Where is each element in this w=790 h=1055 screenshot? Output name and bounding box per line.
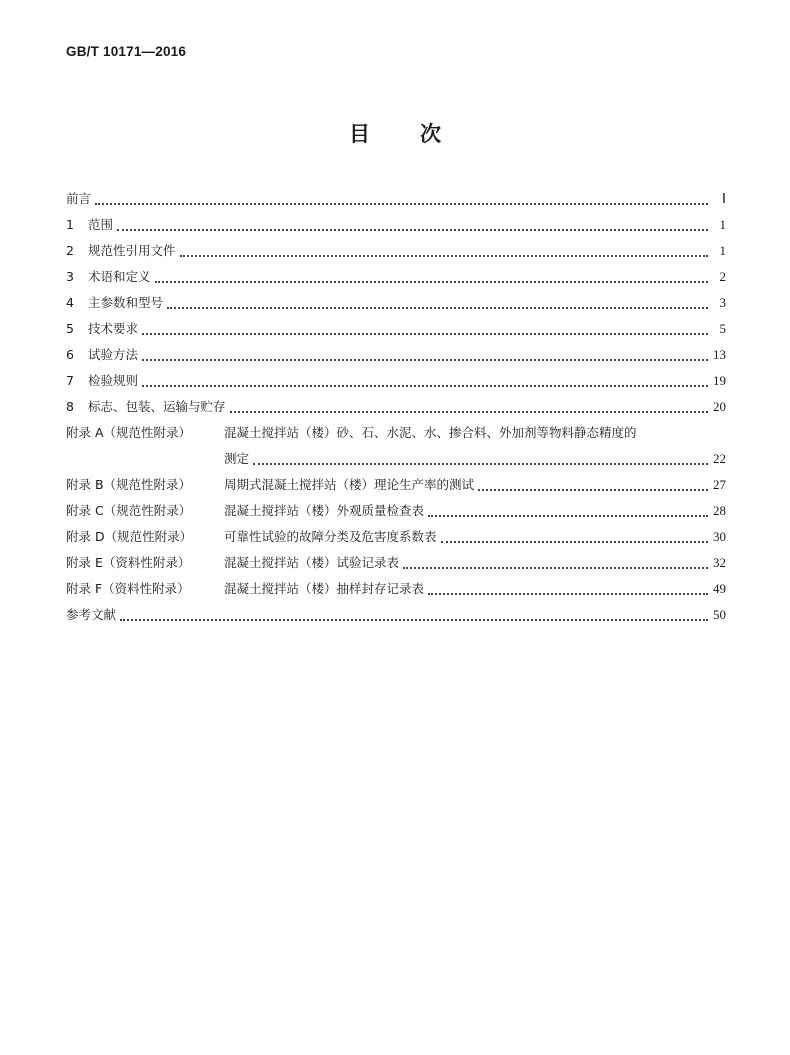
- toc-page-number: 32: [713, 555, 726, 570]
- toc-entry-number: 3: [66, 269, 74, 284]
- toc-page-number: 1: [719, 217, 726, 232]
- dot-leader: [428, 501, 708, 517]
- dot-leader: [403, 553, 708, 569]
- toc-entry-label: 范围: [88, 217, 114, 232]
- document-code: GB/T 10171—2016: [66, 44, 187, 59]
- toc-entry-label-continuation: 测定: [224, 451, 250, 466]
- toc-entry-label: 混凝土搅拌站（楼）外观质量检查表: [224, 503, 425, 518]
- toc-entry-label: 混凝土搅拌站（楼）抽样封存记录表: [224, 581, 425, 596]
- toc-appendix-id: 附录 C（规范性附录）: [66, 503, 192, 518]
- toc-page-number: 22: [713, 451, 726, 466]
- toc-entry-label: 试验方法: [88, 347, 139, 362]
- toc-appendix-id: 附录 D（规范性附录）: [66, 529, 193, 544]
- toc-entry-label: 主参数和型号: [88, 295, 164, 310]
- toc-entry-references[interactable]: [66, 602, 726, 628]
- toc-appendix-id: 附录 B（规范性附录）: [66, 477, 192, 492]
- toc-entry-3[interactable]: [66, 264, 726, 290]
- toc-entry-label: 技术要求: [88, 321, 139, 336]
- toc-entry-label: 规范性引用文件: [88, 243, 176, 258]
- toc-entry-appendix-c[interactable]: [66, 498, 726, 524]
- toc-entry-label: 可靠性试验的故障分类及危害度系数表: [224, 529, 437, 544]
- dot-leader: [142, 319, 708, 335]
- toc-entry-appendix-e[interactable]: [66, 550, 726, 576]
- dot-leader: [120, 605, 708, 621]
- toc-entry-appendix-a[interactable]: [66, 420, 726, 446]
- toc-entry-appendix-d[interactable]: [66, 524, 726, 550]
- toc-page-number: 2: [719, 269, 726, 284]
- toc-entry-number: 1: [66, 217, 74, 232]
- toc-page-number: Ⅰ: [721, 192, 726, 207]
- toc-entry-label: 混凝土搅拌站（楼）砂、石、水泥、水、掺合料、外加剂等物料静态精度的: [224, 425, 637, 440]
- toc-entry-number: 8: [66, 399, 74, 414]
- toc-entry-number: 7: [66, 373, 74, 388]
- toc-page-number: 27: [713, 477, 726, 492]
- dot-leader: [428, 579, 708, 595]
- dot-leader: [441, 527, 708, 543]
- toc-entry-appendix-b[interactable]: [66, 472, 726, 498]
- dot-leader: [95, 189, 708, 205]
- toc-entry-5[interactable]: [66, 316, 726, 342]
- dot-leader: [478, 475, 708, 491]
- toc-entry-appendix-a-continued[interactable]: [66, 446, 726, 472]
- dot-leader: [180, 241, 708, 257]
- toc-entry-appendix-f[interactable]: [66, 576, 726, 602]
- dot-leader: [117, 215, 708, 231]
- toc-entry-1[interactable]: [66, 212, 726, 238]
- toc-entry-foreword[interactable]: [66, 186, 726, 212]
- dot-leader: [155, 267, 708, 283]
- toc-page-number: 20: [713, 399, 726, 414]
- dot-leader: [230, 397, 708, 413]
- toc-appendix-id: 附录 A（规范性附录）: [66, 425, 192, 440]
- toc-entry-2[interactable]: [66, 238, 726, 264]
- toc-entry-number: 2: [66, 243, 74, 258]
- toc-page-number: 1: [719, 243, 726, 258]
- toc-page-number: 13: [713, 347, 726, 362]
- toc-entry-6[interactable]: [66, 342, 726, 368]
- toc-page-number: 19: [713, 373, 726, 388]
- toc-page-number: 28: [713, 503, 726, 518]
- toc-entry-number: 6: [66, 347, 74, 362]
- toc-entry-label: 混凝土搅拌站（楼）试验记录表: [224, 555, 400, 570]
- toc-entry-8[interactable]: [66, 394, 726, 420]
- toc-page-number: 5: [719, 321, 726, 336]
- dot-leader: [142, 345, 708, 361]
- table-of-contents: [66, 186, 726, 628]
- toc-entry-7[interactable]: [66, 368, 726, 394]
- toc-appendix-id: 附录 E（资料性附录）: [66, 555, 191, 570]
- toc-entry-4[interactable]: [66, 290, 726, 316]
- toc-entry-label: 参考文献: [66, 607, 117, 622]
- dot-leader: [253, 449, 708, 465]
- toc-appendix-id: 附录 F（资料性附录）: [66, 581, 190, 596]
- toc-entry-label: 前言: [66, 191, 92, 206]
- toc-entry-label: 标志、包装、运输与贮存: [88, 399, 226, 414]
- toc-page-number: 3: [719, 295, 726, 310]
- toc-entry-number: 5: [66, 321, 74, 336]
- toc-entry-label: 术语和定义: [88, 269, 151, 284]
- title-char-2: 次: [420, 122, 441, 146]
- toc-page-number: 50: [713, 607, 726, 622]
- toc-entry-label: 周期式混凝土搅拌站（楼）理论生产率的测试: [224, 477, 475, 492]
- toc-page-number: 30: [713, 529, 726, 544]
- dot-leader: [142, 371, 708, 387]
- toc-page-number: 49: [713, 581, 726, 596]
- toc-entry-label: 检验规则: [88, 373, 139, 388]
- toc-entry-number: 4: [66, 295, 74, 310]
- page-title: [0, 118, 790, 148]
- dot-leader: [167, 293, 708, 309]
- title-char-1: 目: [349, 122, 370, 146]
